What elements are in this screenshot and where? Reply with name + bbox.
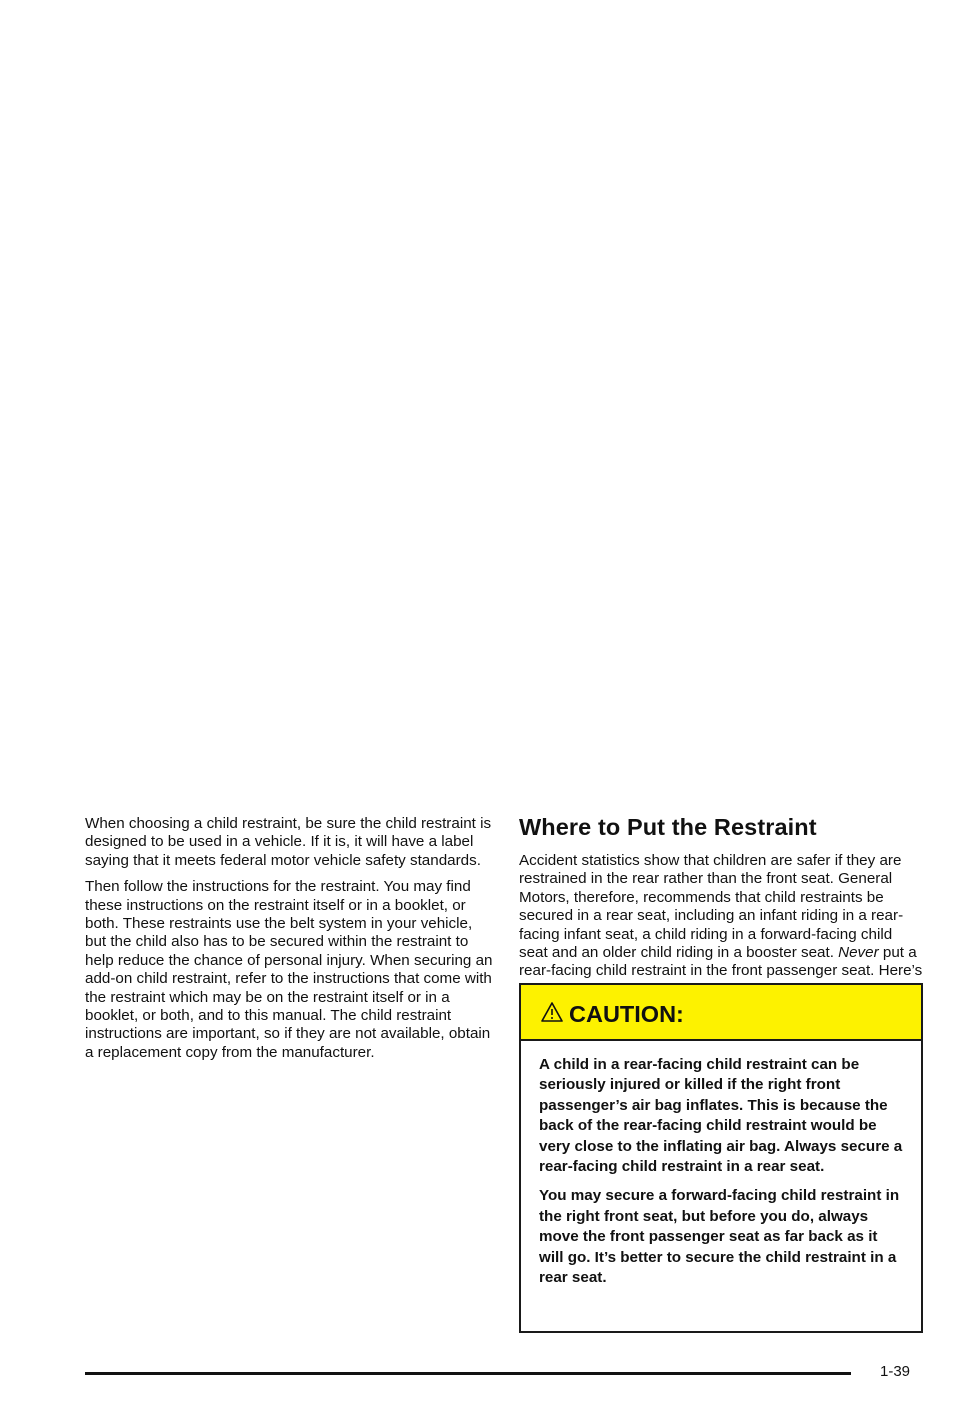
footer-rule [85, 1372, 851, 1375]
caution-paragraph-forward-facing: You may secure a forward-facing child restraint in the right front seat, but before you do, always move the front passenger seat as far back as it will go. It’s better to secure the child restraint in a rear seat. [539, 1187, 900, 1287]
section-body [519, 852, 923, 999]
caution-box [519, 983, 923, 1333]
page-number: 1-39 [880, 1363, 911, 1380]
caution-content [521, 1041, 921, 1288]
section-body-part-2: put a rear-facing child restraint in the front passenger seat. Here’s [519, 944, 923, 980]
caution-paragraph-rear-facing: A child in a rear-facing child restraint can be seriously injured or killed if the right front passenger’s air bag inflates. This is because the back of the rear-facing child restraint would be very close to the inflating air bag. Always secure a rear-facing child restraint in a rear seat. [539, 1056, 903, 1176]
caution-triangle-icon [541, 1001, 563, 1023]
section-body-emphasis: Never [838, 944, 879, 962]
left-column [85, 815, 493, 1070]
section-heading: Where to Put the Restraint [519, 814, 817, 840]
caution-title: CAUTION: [569, 1001, 684, 1027]
section-body-part-1: Accident statistics show that children are safer if they are restrained in the rear rather than the front seat. General Motors, therefore, recommends that child restraints be secured in a rear seat, including an infant riding in a rear-facing infant seat, a child riding in a forward-facing child seat and an older child riding in a booster seat. [519, 852, 904, 962]
caution-header [521, 985, 921, 1041]
paragraph-choosing-restraint: When choosing a child restraint, be sure the child restraint is designed to be used in a vehicle. If it is, it will have a label saying that it meets federal motor vehicle safety standards. [85, 815, 492, 869]
paragraph-follow-instructions: Then follow the instructions for the restraint. You may find these instructions on the restraint itself or in a booklet, or both. These restraints use the belt system in your vehicle, but the child also has to be secured within the restraint to help reduce the chance of personal injury. When securing an add-on child restraint, refer to the instructions that come with the restraint which may be on the restraint itself or in a booklet, or both, and to this manual. The child restraint instructions are important, so if they are not available, obtain a replacement copy from the manufacturer. [85, 878, 493, 1061]
right-column [519, 812, 923, 999]
